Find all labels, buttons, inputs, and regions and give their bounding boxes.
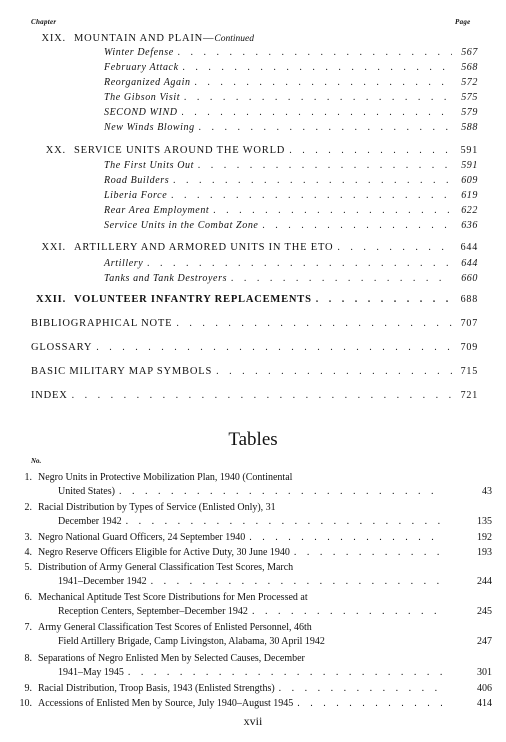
chapter-title: MOUNTAIN AND PLAIN— bbox=[74, 33, 215, 44]
chapter-column-label: Chapter bbox=[31, 18, 57, 26]
page-number: 406 bbox=[477, 683, 492, 694]
chapter-entry-xix[interactable] bbox=[30, 33, 430, 44]
table-title-line: 1941–May 1945 bbox=[58, 666, 124, 678]
subsection-title: Artillery bbox=[104, 258, 144, 269]
dot-leader bbox=[316, 294, 452, 305]
page-number: 301 bbox=[477, 666, 492, 678]
table-title-line: 1941–December 1942 bbox=[58, 575, 147, 587]
table-number-column-label: No. bbox=[31, 457, 42, 465]
dot-leader bbox=[184, 92, 452, 103]
subsection-entry[interactable] bbox=[104, 107, 478, 118]
table-number: 8. bbox=[24, 653, 32, 664]
table-title-line: Racial Distribution by Types of Service (Enlisted Only), 31 bbox=[38, 502, 276, 513]
chapter-title: VOLUNTEER INFANTRY REPLACEMENTS bbox=[74, 294, 312, 305]
table-title-line: Negro Units in Protective Mobilization Plan, 1940 (Continental bbox=[38, 472, 293, 483]
chapter-number: XIX. bbox=[41, 33, 66, 44]
table-title-line: United States) bbox=[58, 485, 115, 497]
page-number: 688 bbox=[460, 294, 478, 305]
page-number: 609 bbox=[461, 175, 478, 186]
chapter-number: XXII. bbox=[36, 294, 66, 305]
page-number: 588 bbox=[461, 122, 478, 133]
backmatter-entry-index[interactable] bbox=[31, 390, 478, 401]
subsection-title: SECOND WIND bbox=[104, 107, 178, 118]
table-title-line: Army General Classification Test Scores of Enlisted Personnel, 46th bbox=[38, 622, 312, 633]
table-title-line: December 1942 bbox=[58, 515, 122, 527]
backmatter-entry-bibliographical-note[interactable] bbox=[31, 318, 478, 329]
entry-title: BIBLIOGRAPHICAL NOTE bbox=[31, 318, 173, 329]
dot-leader bbox=[216, 366, 452, 377]
table-number: 5. bbox=[24, 562, 32, 573]
page-number: 247 bbox=[477, 635, 492, 647]
dot-leader bbox=[231, 273, 452, 284]
dot-leader bbox=[72, 390, 452, 401]
entry-title: INDEX bbox=[31, 390, 68, 401]
page-number: 644 bbox=[460, 242, 478, 253]
page-column-label: Page bbox=[455, 18, 471, 26]
page-number: 660 bbox=[461, 273, 478, 284]
page-number: 414 bbox=[477, 698, 492, 709]
dot-leader bbox=[252, 605, 442, 619]
chapter-title: ARTILLERY AND ARMORED UNITS IN THE ETO bbox=[74, 242, 334, 253]
table-number: 3. bbox=[24, 532, 32, 543]
page-number: 622 bbox=[461, 205, 478, 216]
dot-leader bbox=[289, 145, 452, 156]
dot-leader bbox=[199, 122, 452, 133]
backmatter-entry-glossary[interactable] bbox=[31, 342, 478, 353]
table-title-line: Mechanical Aptitude Test Score Distributions for Men Processed at bbox=[38, 592, 308, 603]
page-number: 575 bbox=[461, 92, 478, 103]
page-number: 715 bbox=[460, 366, 478, 377]
chapter-continued-label: Continued bbox=[214, 34, 254, 44]
dot-leader bbox=[119, 485, 442, 499]
dot-leader bbox=[96, 342, 452, 353]
subsection-entry[interactable] bbox=[104, 190, 478, 201]
subsection-entry[interactable] bbox=[104, 160, 478, 171]
table-number: 4. bbox=[24, 547, 32, 558]
dot-leader bbox=[198, 160, 452, 171]
chapter-entry-xxi[interactable] bbox=[30, 242, 478, 253]
page-number: 579 bbox=[461, 107, 478, 118]
dot-leader bbox=[249, 531, 442, 545]
backmatter-entry-map-symbols[interactable] bbox=[31, 366, 478, 377]
table-number: 9. bbox=[24, 683, 32, 694]
table-number: 10. bbox=[19, 698, 32, 709]
page-number: 245 bbox=[477, 605, 492, 617]
table-title-line: Accessions of Enlisted Men by Source, July 1940–August 1945 bbox=[38, 698, 294, 709]
subsection-title: Winter Defense bbox=[104, 47, 174, 58]
dot-leader bbox=[297, 697, 442, 711]
chapter-entry-xx[interactable] bbox=[30, 145, 478, 156]
entry-title: GLOSSARY bbox=[31, 342, 93, 353]
dot-leader bbox=[337, 242, 452, 253]
page-number: 244 bbox=[477, 575, 492, 587]
subsection-entry[interactable] bbox=[104, 205, 478, 216]
table-number: 1. bbox=[24, 472, 32, 483]
page-number: 568 bbox=[461, 62, 478, 73]
subsection-title: Rear Area Employment bbox=[104, 205, 210, 216]
dot-leader bbox=[262, 220, 452, 231]
page-number: 572 bbox=[461, 77, 478, 88]
subsection-title: Service Units in the Combat Zone bbox=[104, 220, 259, 231]
subsection-title: Road Builders bbox=[104, 175, 170, 186]
page-folio: xvii bbox=[243, 714, 263, 728]
subsection-title: Reorganized Again bbox=[104, 77, 191, 88]
dot-leader bbox=[151, 575, 442, 589]
table-title-line: Negro Reserve Officers Eligible for Active Duty, 30 June 1940 bbox=[38, 547, 290, 558]
page-number: 567 bbox=[461, 47, 478, 58]
table-number: 7. bbox=[24, 622, 32, 633]
table-title-line: Field Artillery Brigade, Camp Livingston, Alabama, 30 April 1942 bbox=[58, 635, 325, 647]
dot-leader bbox=[195, 77, 452, 88]
dot-leader bbox=[173, 175, 452, 186]
dot-leader bbox=[213, 205, 452, 216]
tables-heading: Tables bbox=[228, 429, 278, 450]
dot-leader bbox=[279, 682, 442, 696]
table-title-line: Distribution of Army General Classification Test Scores, March bbox=[38, 562, 294, 573]
dot-leader bbox=[128, 666, 442, 680]
page-number: 192 bbox=[477, 532, 492, 543]
page-number: 135 bbox=[477, 515, 492, 527]
subsection-entry[interactable] bbox=[104, 175, 478, 186]
page-number: 193 bbox=[477, 547, 492, 558]
page-number: 43 bbox=[482, 485, 492, 497]
subsection-entry[interactable] bbox=[104, 258, 478, 269]
chapter-number: XX. bbox=[45, 145, 66, 156]
dot-leader bbox=[147, 258, 452, 269]
chapter-number: XXI. bbox=[41, 242, 66, 253]
subsection-entry[interactable] bbox=[104, 122, 478, 133]
table-title-line: Separations of Negro Enlisted Men by Selected Causes, December bbox=[38, 653, 305, 664]
dot-leader bbox=[183, 62, 452, 73]
subsection-title: New Winds Blowing bbox=[104, 122, 195, 133]
dot-leader bbox=[182, 107, 452, 118]
table-number: 6. bbox=[24, 592, 32, 603]
page-number: 591 bbox=[461, 160, 478, 171]
subsection-title: Liberia Force bbox=[104, 190, 168, 201]
subsection-title: The First Units Out bbox=[104, 160, 195, 171]
subsection-entry[interactable] bbox=[104, 92, 478, 103]
table-number: 2. bbox=[24, 502, 32, 513]
subsection-entry[interactable] bbox=[104, 77, 478, 88]
subsection-title: February Attack bbox=[104, 62, 179, 73]
table-title-line: Racial Distribution, Troop Basis, 1943 (Enlisted Strengths) bbox=[38, 683, 275, 694]
dot-leader bbox=[294, 546, 442, 560]
page-number: 709 bbox=[460, 342, 478, 353]
subsection-title: The Gibson Visit bbox=[104, 92, 181, 103]
dot-leader bbox=[126, 515, 442, 529]
chapter-title: SERVICE UNITS AROUND THE WORLD bbox=[74, 145, 286, 156]
subsection-title: Tanks and Tank Destroyers bbox=[104, 273, 228, 284]
subsection-entry[interactable] bbox=[104, 62, 478, 73]
dot-leader bbox=[178, 47, 452, 58]
subsection-entry[interactable] bbox=[104, 273, 478, 284]
page-number: 721 bbox=[460, 390, 478, 401]
entry-title: BASIC MILITARY MAP SYMBOLS bbox=[31, 366, 213, 377]
subsection-entry[interactable] bbox=[104, 220, 478, 231]
page-number: 591 bbox=[460, 145, 478, 156]
table-title-line: Reception Centers, September–December 1942 bbox=[58, 605, 248, 617]
table-title-line: Negro National Guard Officers, 24 September 1940 bbox=[38, 532, 246, 543]
chapter-entry-xxii[interactable] bbox=[30, 294, 478, 305]
subsection-entry[interactable] bbox=[104, 47, 478, 58]
dot-leader bbox=[171, 190, 452, 201]
page-number: 644 bbox=[461, 258, 478, 269]
page-number: 707 bbox=[460, 318, 478, 329]
page-number: 636 bbox=[461, 220, 478, 231]
dot-leader bbox=[176, 318, 452, 329]
page-number: 619 bbox=[461, 190, 478, 201]
